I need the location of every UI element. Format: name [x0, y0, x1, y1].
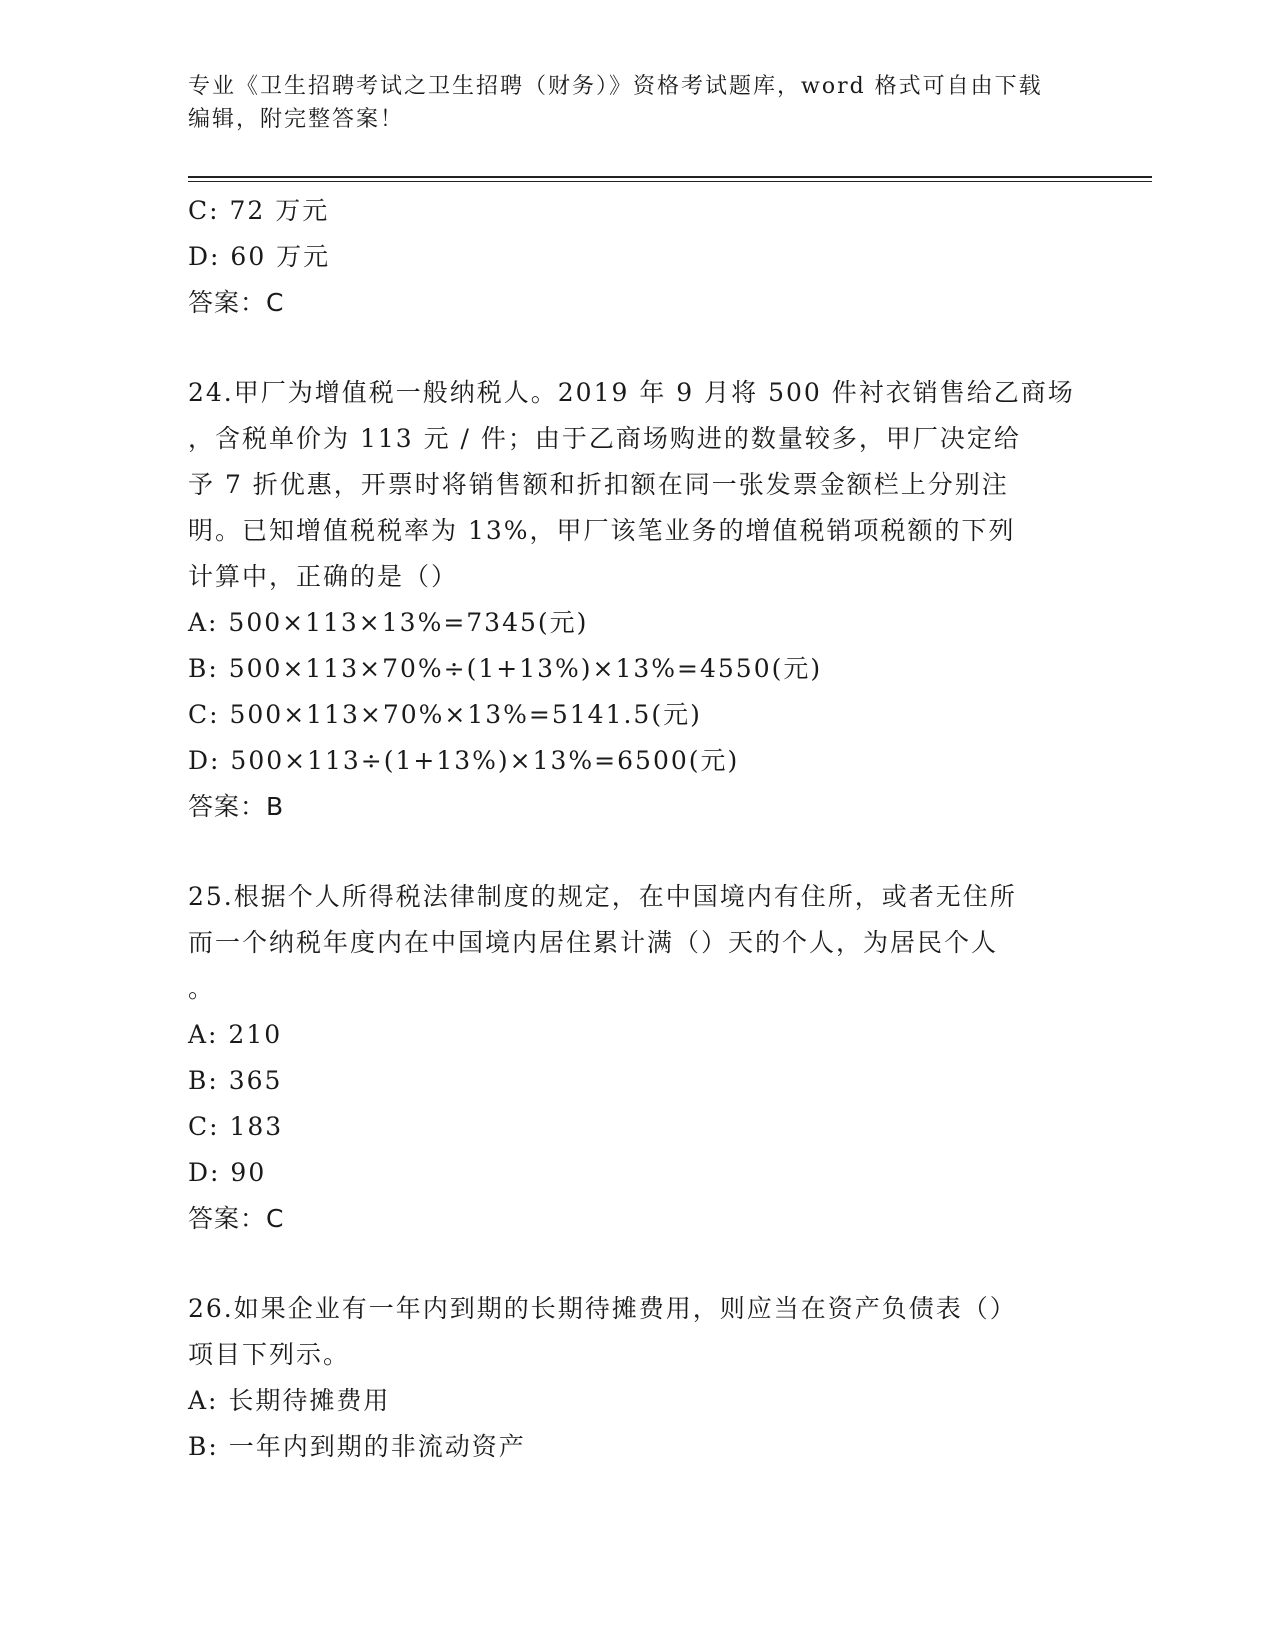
option-b: B: 500×113×70%÷(1+13%)×13%=4550(元) [188, 654, 823, 683]
header-line-2: 编辑，附完整答案！ [188, 107, 405, 132]
option-b: B: 一年内到期的非流动资产 [188, 1432, 526, 1461]
question-text-line: 。 [188, 974, 216, 1003]
option-d: D: 500×113÷(1+13%)×13%=6500(元) [188, 746, 740, 775]
answer: 答案：C [188, 1204, 285, 1233]
question-23-tail [188, 188, 1088, 326]
answer: 答案：C [188, 288, 285, 317]
question-text-line: 25.根据个人所得税法律制度的规定，在中国境内有住所，或者无住所 [188, 882, 1017, 911]
option-a: A: 长期待摊费用 [188, 1386, 391, 1415]
question-text-line: 明。已知增值税税率为 13%，甲厂该笔业务的增值税销项税额的下列 [188, 516, 1016, 545]
question-text-line: ，含税单价为 113 元 / 件；由于乙商场购进的数量较多，甲厂决定给 [188, 424, 1021, 453]
question-25 [188, 874, 1088, 1242]
option-c: C: 500×113×70%×13%=5141.5(元) [188, 700, 702, 729]
question-text-line: 计算中，正确的是（） [188, 562, 459, 591]
document-header [188, 70, 1088, 136]
question-content [188, 188, 1088, 1470]
option-d: D: 60 万元 [188, 242, 331, 271]
header-line-1: 专业《卫生招聘考试之卫生招聘（财务）》资格考试题库，word 格式可自由下载 [188, 74, 1043, 99]
option-b: B: 365 [188, 1066, 283, 1095]
question-text-line: 24.甲厂为增值税一般纳税人。2019 年 9 月将 500 件衬衣销售给乙商场 [188, 378, 1075, 407]
option-a: A: 210 [188, 1020, 283, 1049]
option-c: C: 72 万元 [188, 196, 330, 225]
question-text-line: 而一个纳税年度内在中国境内居住累计满（）天的个人，为居民个人 [188, 928, 999, 957]
question-text-line: 项目下列示。 [188, 1340, 351, 1369]
question-24 [188, 370, 1088, 830]
option-d: D: 90 [188, 1158, 267, 1187]
header-rule-thin [188, 181, 1152, 182]
question-text-line: 予 7 折优惠，开票时将销售额和折扣额在同一张发票金额栏上分别注 [188, 470, 1009, 499]
option-c: C: 183 [188, 1112, 284, 1141]
option-a: A: 500×113×13%=7345(元) [188, 608, 589, 637]
question-text-line: 26.如果企业有一年内到期的长期待摊费用，则应当在资产负债表（） [188, 1294, 1017, 1323]
header-rule-thick [188, 176, 1152, 178]
question-26 [188, 1286, 1088, 1470]
answer: 答案：B [188, 792, 285, 821]
